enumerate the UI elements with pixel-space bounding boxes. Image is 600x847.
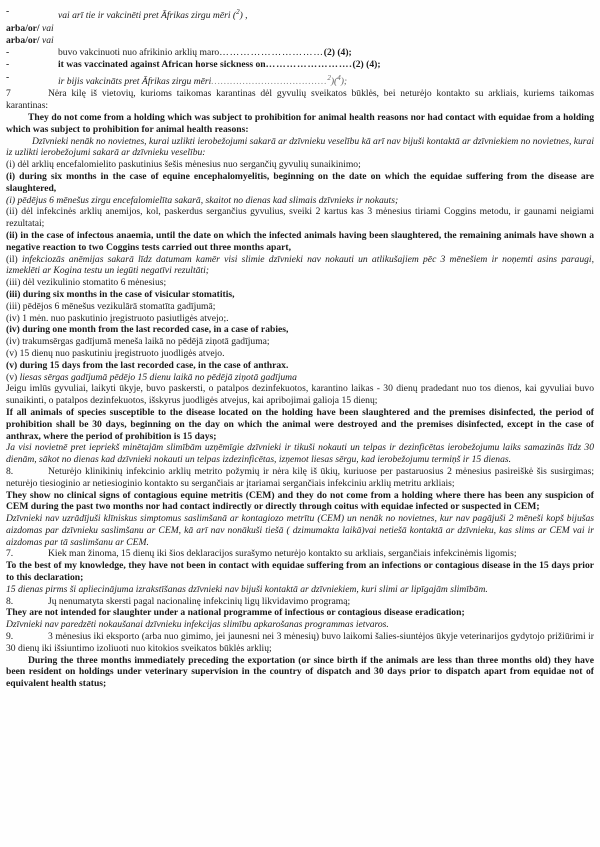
subitem-3-english-text: during six months in the case of visicular stomatitis, (22, 288, 235, 300)
section-7-quarantine (6, 88, 594, 159)
bullet-marker: - (6, 59, 10, 71)
section-8-slaughter-english: They are not intended for slaughter under a national programme of infectious or contagious disease eradication; (6, 607, 465, 619)
subitem-2-lithuanian (6, 206, 594, 230)
section-8-slaughter-lithuanian-text: Jų nenumatyta skersti pagal nacionalinę infekcinių ligų likvidavimo programą; (48, 595, 351, 607)
subitem-2-english-text: in the case of infectous anaemia, until the date on which the infected animals having been slaughtered, the remaining animals have shown a negative reaction to two Coggins tests carried out three months apart, (6, 229, 594, 253)
bullet-item-3-refs: (2) (4); (352, 59, 381, 71)
section-7-latvian: Dzīvnieki nenāk no novietnes, kurai uzlikti ierobežojumi sakarā ar dzīvnieku veselību kā arī nav bijuši kontaktā ar dzīvniekiem no novietnes, kurai iz uzlikti ierobežojumi sakarā ar dzīvnieku veselību: (6, 135, 594, 159)
bullet-item-1-tail: ) , (239, 10, 248, 22)
subitem-1-english-text: during six months in the case of equine encephalomyelitis, beginning on the date on which the equidae suffering from the disease are slaughtered, (6, 170, 594, 194)
vai-label-2: vai (39, 34, 54, 46)
fill-in-dots[interactable]: ……………………. (265, 59, 353, 71)
subitem-1-marker-lv: (i) (6, 194, 16, 206)
subitem-2-lithuanian-text: dėl infekcinės arklių anemijos, kol, paskerdus sergančius gyvulius, sveiki 2 kartus kas 3 mėnesius tiriami Coggins metodu, ir gaunami neigiami rezultatai; (6, 206, 594, 230)
bullet-indent-spacer (16, 47, 58, 59)
subitem-5-lithuanian-text: 15 dienų nuo paskutiniu įregistruoto juodligės atvejo. (19, 347, 225, 359)
bullet-item-4-latvian: ir bijis vakcināts pret Āfrikas zirgu mēri (58, 76, 212, 87)
subitem-3-latvian (6, 301, 594, 313)
section-8-cem-english: They show no clinical signs of contagious equine metritis (CEM) and they do not come from a holding where there has been any suspicion of CEM during the past two months nor had contact indirectly or directly through coitus with equidae infected or suspected in CEM; (6, 489, 594, 513)
subitem-5-marker-en: (v) (6, 359, 18, 371)
subitem-1-latvian (6, 195, 594, 207)
subitem-4-english (6, 324, 594, 336)
arba-or-label-2: arba/or/ (6, 34, 40, 46)
subitem-2-latvian-text: infekciozās anēmijas sakarā līdz datumam kamēr visi slimie dzīvnieki nav nokauti un atlikušajiem pēc 3 mēnešiem ir noņemti asins paraugi, izmeklēti ar Kogina testu un iegūti negatīvi rezultāti; (6, 253, 594, 277)
bullet-marker: - (6, 71, 10, 83)
subitem-4-latvian-text: trakumsērgas gadījumā meneša laikā no pēdējā ziņotā gadījuma; (22, 336, 270, 348)
subitem-5-lithuanian (6, 348, 594, 360)
section-7-contact-lithuanian (6, 548, 594, 560)
subitem-4-marker-lt: (iv) (6, 312, 20, 324)
subitem-1-lithuanian-text: dėl arklių encefalomielito paskutinius šešis mėnesius nuo sergančių gyvulių sunaikinimo; (17, 159, 361, 171)
section-7-english: They do not come from a holding which was subject to prohibition for animal health reasons nor had contact with equidae from a holding which was subject to prohibition for animal health reasons: (6, 112, 594, 135)
subitem-2-marker-en: (ii) (6, 229, 18, 241)
section-9-residence (6, 631, 594, 690)
subitem-3-english (6, 289, 594, 301)
subitem-3-marker-lt: (iii) (6, 277, 21, 289)
bullet-item-1-text (58, 6, 594, 23)
arba-or-vai-line-2 (6, 35, 594, 47)
section-9-residence-english: During the three months immediately preceding the exportation (or since birth if the animals are less than three months old) they have been resident on holdings under veterinary supervision in the country of dispatch and 30 days prior to dispatch apart from equidae not of equivalent health status; (6, 654, 594, 690)
bullet-item-2-refs: (2) (4); (323, 47, 352, 58)
footnote-ref-2: 2 (236, 8, 240, 16)
subitem-4-lithuanian-text: 1 mėn. nuo paskutinio įregistruoto pasiutligės atvejo;. (22, 312, 229, 324)
bullet-item-3 (6, 59, 594, 71)
bullet-item-3-english: it was vaccinated against African horse sickness on (58, 59, 266, 71)
fill-in-dots-tail[interactable]: … (317, 76, 328, 87)
subitem-2-latvian (6, 254, 594, 278)
section-9-residence-lithuanian-text: 3 mėnesius iki eksporto (arba nuo gimimo, jei jaunesni nei 3 mėnesių) buvo laikomi šalies-siuntėjos ūkyje veterinarijos gydytojo prižiūrimi ir 30 dienų iki išsiuntimo izoliuoti nuo kitokios sveikatos būklės arklių; (6, 631, 594, 654)
footnote-ref-4: 4 (337, 73, 341, 82)
subitem-5-marker-lt: (v) (6, 347, 18, 359)
subitem-5-english (6, 360, 594, 372)
subitem-5-english-text: during 15 days from the last recorded case, in the case of anthrax. (19, 359, 289, 371)
top-bullet-list (6, 6, 594, 88)
subitem-4-english-text: during one month from the last recorded case, in a case of rabies, (22, 324, 289, 336)
subitem-4-marker-en: (iv) (6, 324, 20, 336)
section-7-contact-number: 7. (6, 548, 14, 560)
section-8-slaughter-lithuanian (6, 596, 594, 608)
section-7-lithuanian-text: Nėra kilę iš vietovių, kurioms taikomas karantinas dėl gyvulių sveikatos būklės, bei neturėjo kontakto su arkliais, kuriems taikomas karantinas: (6, 88, 594, 112)
section-7-contact-latvian: 15 dienas pirms ši apliecinājuma izrakstīšanas dzīvnieki nav bijuši kontaktā ar dzīvniekiem, kuri slimi ar lipīgajām slimībām. (6, 583, 488, 595)
subitem-1-marker-lt: (i) (6, 159, 16, 171)
bullet-marker: - (6, 47, 10, 58)
subitem-3-marker-en: (iii) (6, 288, 21, 300)
subitem-4-marker-lv: (iv) (6, 336, 20, 348)
bullet-marker: - (6, 6, 10, 17)
section-8-slaughter-latvian: Dzīvnieki nav paredzēti nokaušanai dzīvnieku infekcijas slimību apkarošanas programmas ietvaros. (6, 619, 389, 631)
section-8-slaughter-number: 8. (6, 595, 14, 607)
section-8-cem-lithuanian-text: Neturėjo klinikinių infekcinio arklių metrito požymių ir nėra kilę iš ūkių, kuriuose per pastaruosius 2 mėnesius pasireiškė šis susirgimas; neturėjo tiesioginio ar netiesioginio kontakto su sergančiais ar įtariamai sergančiais infekciniu arklių metritu arkliais; (6, 465, 594, 489)
section-8-cem-latvian: Dzīvnieki nav uzrādījuši klīniskus simptomus saslimšanā ar kontagiozo metrītu (CEM) un nenāk no novietnes, kur nav pagājuši 2 mēneši kopš bijušas aizdomas par dzīvnieku saslimšanu ar CEM, kā arī nav nonākuši tiešā ( dzimumakta laikā)vai netiešā kontaktā ar dzīvnieku, kas slims ar CEM vai ir aizdomas par tā saslimšanu ar CEM. (6, 513, 594, 548)
bullet-item-4-refs-mid: )( (330, 76, 338, 87)
section-7-contact-english: To the best of my knowledge, they have not been in contact with equidae suffering from an infections or contagious disease in the 15 days prior to this declaration; (6, 560, 594, 584)
subitem-4-latvian (6, 336, 594, 348)
bullet-indent-spacer (16, 59, 58, 71)
subitem-3-marker-lv: (iii) (6, 300, 21, 312)
bullet-item-1-latvian: vai arī tie ir vakcinēti pret Āfrikas zirgu mēri ( (58, 10, 237, 22)
bullet-item-2 (6, 47, 594, 59)
bullet-item-2-lithuanian: buvo vakcinuoti nuo afrikinio arklių maro (58, 47, 220, 58)
subitem-3-lithuanian (6, 277, 594, 289)
fill-in-dots[interactable]: ………………………… (219, 47, 324, 58)
subitem-3-latvian-text: pēdējos 6 mēnešus vezikulārā stomatīta gadījumā; (22, 300, 216, 312)
section-8-cem-lithuanian (6, 466, 594, 490)
bullet-item-4-text (58, 72, 594, 89)
subitem-3-lithuanian-text: dėl vezikulinio stomatito 6 mėnesius; (22, 277, 167, 289)
disinfection-lithuanian: Jeigu imlūs gyvuliai, laikyti ūkyje, buvo paskersti, o patalpos dezinfekuotos, karantino laikas - 30 dienų pradedant nuo tos dienos, kai gyvuliai buvo sunaikinti, o patalpos dezinfekuotos, išskyrus juodligės atvejus, kai apribojimai galioja 15 dienų; (6, 383, 594, 407)
subitem-5-latvian-text: liesas sērgas gadījumā pēdējo 15 dienu laikā no pēdējā ziņotā gadījuma (19, 371, 297, 383)
subitem-5-marker-lv: (v) (6, 371, 18, 383)
subitem-2-marker-lv: (il) (6, 253, 18, 265)
section-8-cem (6, 466, 594, 549)
disinfection-english: If all animals of species susceptible to the disease located on the holding have been slaughtered and the premises disinfected, the period of prohibition shall be 30 days, beginning on the day on which the animal were destroyed and the premises disinfected, except in the case of anthrax, where the period of prohibition is 15 days; (6, 406, 594, 442)
section-7-lithuanian (6, 88, 594, 112)
fill-in-dots[interactable]: ……………………………. (211, 76, 318, 87)
section-8-cem-number: 8. (6, 465, 14, 477)
bullet-indent-spacer (16, 72, 58, 89)
subitem-2-marker-lt: (ii) (6, 206, 18, 218)
section-7-contact-lithuanian-text: Kiek man žinoma, 15 dienų iki šios deklaracijos surašymo neturėjo kontakto su arkliais, sergančiais infekcinėmis ligomis; (48, 548, 517, 560)
arba-or-vai-line-1 (6, 23, 594, 35)
section-7-contact (6, 548, 594, 595)
disinfection-latvian: Ja visi novietnē pret iepriekš minētajām slimībām uzņēmīgie dzīvnieki ir tikuši nokauti un telpas ir dezinficētas ierobežojumu laiks samazinās līdz 30 dienām, sākot no dienas kad dzīvnieki nokauti un telpas izdezinficētas, izņemot liesas sērgu, kad ierobežojumu termiņš ir 15 dienas. (6, 442, 594, 466)
section-7-number: 7 (6, 88, 11, 100)
subitem-5-latvian (6, 372, 594, 384)
bullet-item-3-text (58, 59, 594, 71)
subitem-1-latvian-text: pēdējus 6 mēnešus zirgu encefalomielīta sakarā, skaitot no dienas kad slimais dzīvnieks ir nokauts; (17, 194, 399, 206)
section-9-residence-lithuanian (6, 631, 594, 655)
subitem-2-english (6, 230, 594, 254)
footnote-ref-2b: 2 (327, 73, 331, 82)
section-9-residence-number: 9. (6, 631, 14, 643)
subitem-1-marker-en: (i) (6, 170, 16, 182)
section-8-slaughter (6, 596, 594, 631)
subitem-1-english (6, 171, 594, 195)
bullet-item-2-text (58, 47, 594, 59)
bullet-indent-spacer (16, 6, 58, 23)
vai-label-1: vai (39, 22, 54, 34)
bullet-item-4-refs-end: ); (340, 76, 348, 87)
bullet-item-1 (6, 6, 594, 23)
disinfection-paragraph (6, 383, 594, 466)
arba-or-label-1: arba/or/ (6, 22, 40, 34)
bullet-item-4 (6, 72, 594, 89)
subitem-1-lithuanian (6, 159, 594, 171)
subitem-4-lithuanian (6, 313, 594, 325)
disease-subitems-list (6, 159, 594, 383)
